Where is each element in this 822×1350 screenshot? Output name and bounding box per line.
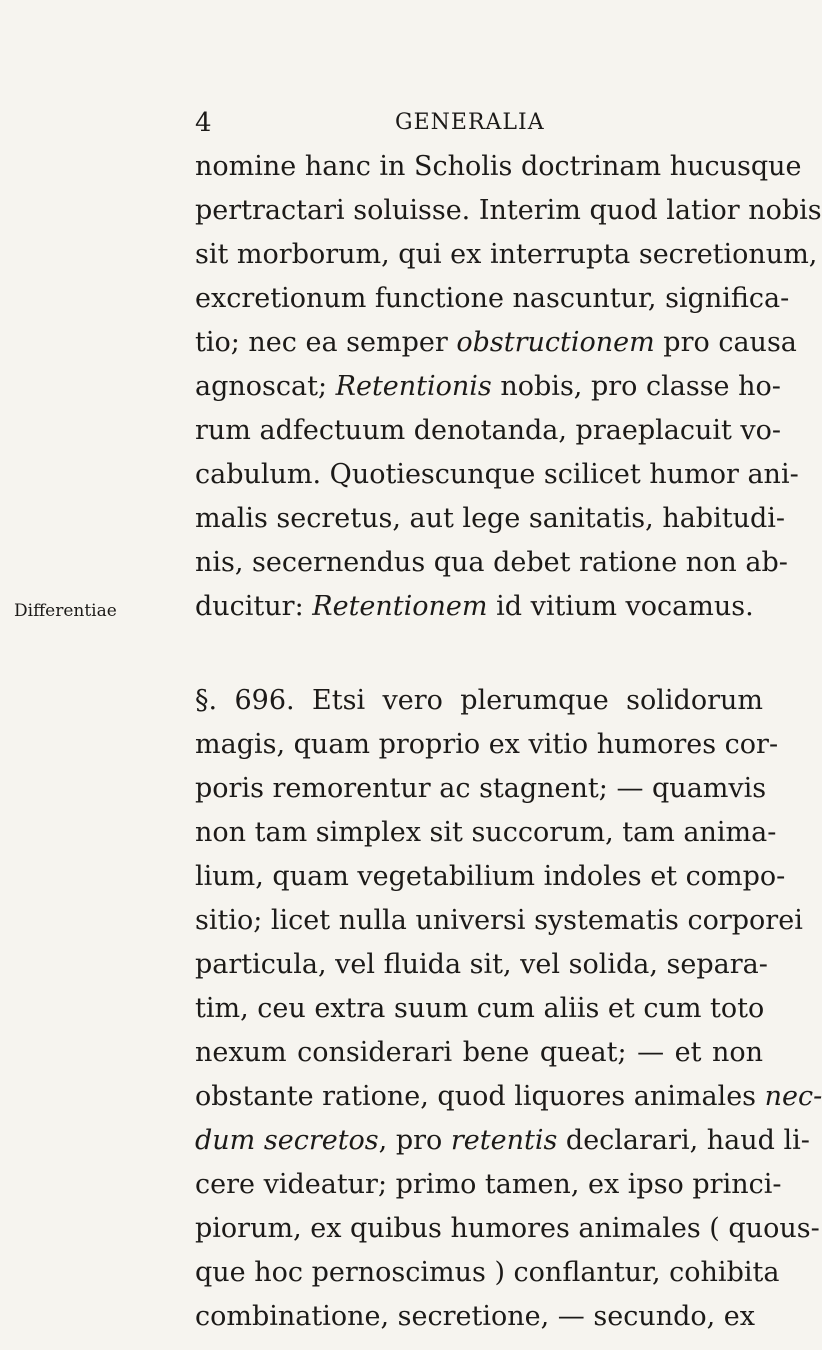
- paragraph-1-line: [195, 409, 782, 453]
- paragraph-2-line: [195, 943, 768, 987]
- italic-term: retentis: [450, 1125, 558, 1156]
- paragraph-1-line: [195, 365, 781, 409]
- paragraph-2-line: [195, 1163, 782, 1207]
- text-run: declarari, haud li-: [557, 1125, 810, 1156]
- paragraph-1-line: [195, 189, 822, 233]
- text-run: id vitium vocamus.: [487, 591, 754, 622]
- text-run: pro causa: [654, 327, 797, 358]
- paragraph-2-line: [195, 987, 763, 1031]
- italic-term: Retentionem: [312, 591, 488, 622]
- paragraph-2-line: [195, 723, 779, 767]
- italic-term: dum secretos: [195, 1125, 379, 1156]
- text-run: tio; nec ea semper: [195, 327, 457, 358]
- text-run: piorum, ex quibus humores animales ( quous-: [195, 1213, 820, 1244]
- text-run: pertractari soluisse. Interim quod latior nobis: [195, 195, 822, 226]
- text-run: que hoc pernoscimus ) conflantur, cohibita: [195, 1257, 780, 1288]
- text-run: nomine hanc in Scholis doctrinam hucusque: [195, 151, 802, 182]
- text-run: cere videatur; primo tamen, ex ipso princi-: [195, 1169, 782, 1200]
- paragraph-2-line: [195, 1075, 822, 1119]
- text-run: non tam simplex sit succorum, tam anima-: [195, 817, 777, 848]
- text-run: magis, quam proprio ex vitio humores cor-: [195, 729, 779, 760]
- paragraph-1-line: [195, 453, 799, 497]
- text-run: rum adfectuum denotanda, praeplacuit vo-: [195, 415, 782, 446]
- text-run: combinatione, secretione, — secundo, ex: [195, 1301, 755, 1332]
- paragraph-2-line: [195, 811, 777, 855]
- running-title: GENERALIA: [395, 110, 545, 135]
- text-run: nexum considerari bene queat; — et non: [195, 1037, 763, 1068]
- margin-note: Differentiae: [14, 601, 117, 621]
- paragraph-1-line: [195, 585, 763, 629]
- italic-term: obstructionem: [456, 327, 655, 358]
- paragraph-2: [195, 679, 822, 1339]
- text-run: particula, vel fluida sit, vel solida, separa-: [195, 949, 768, 980]
- paragraph-2-line: [195, 767, 767, 811]
- paragraph-1-line: [195, 145, 802, 189]
- paragraph-2-line: [195, 899, 803, 943]
- text-run: cabulum. Quotiescunque scilicet humor ani-: [195, 459, 799, 490]
- text-run: obstante ratione, quod liquores animales: [195, 1081, 765, 1112]
- body-text: [195, 145, 822, 1339]
- paragraph-2-line: [195, 855, 786, 899]
- italic-term: nec-: [764, 1081, 822, 1112]
- text-run: , pro: [378, 1125, 451, 1156]
- text-run: malis secretus, aut lege sanitatis, habitudi-: [195, 503, 786, 534]
- paragraph-2-line: [195, 679, 763, 723]
- text-run: agnoscat;: [195, 371, 336, 402]
- paragraph-1-line: [195, 321, 797, 365]
- italic-term: Retentionis: [335, 371, 492, 402]
- text-run: §. 696. Etsi vero plerumque solidorum: [195, 685, 763, 716]
- paragraph-2-line: [195, 1251, 780, 1295]
- text-run: tim, ceu extra suum cum aliis et cum toto: [195, 993, 765, 1024]
- paragraph-2-line: [195, 1119, 810, 1163]
- text-run: nis, secernendus qua debet ratione non ab-: [195, 547, 788, 578]
- page-number: 4: [195, 108, 213, 138]
- paragraph-2-line: [195, 1031, 763, 1075]
- text-run: nobis, pro classe ho-: [491, 371, 781, 402]
- text-run: poris remorentur ac stagnent; — quamvis: [195, 773, 767, 804]
- text-run: excretionum functione nascuntur, significa-: [195, 283, 790, 314]
- paragraph-1-line: [195, 497, 786, 541]
- paragraph-1: [195, 145, 822, 629]
- text-run: ducitur:: [195, 591, 313, 622]
- paragraph-1-line: [195, 233, 818, 277]
- paragraph-2-line: [195, 1295, 763, 1339]
- paragraph-2-line: [195, 1207, 820, 1251]
- text-run: sitio; licet nulla universi systematis corporei: [195, 905, 803, 936]
- paragraph-1-line: [195, 541, 788, 585]
- paragraph-1-line: [195, 277, 790, 321]
- page-header: [195, 108, 755, 142]
- text-run: lium, quam vegetabilium indoles et compo-: [195, 861, 786, 892]
- text-run: sit morborum, qui ex interrupta secretionum,: [195, 239, 818, 270]
